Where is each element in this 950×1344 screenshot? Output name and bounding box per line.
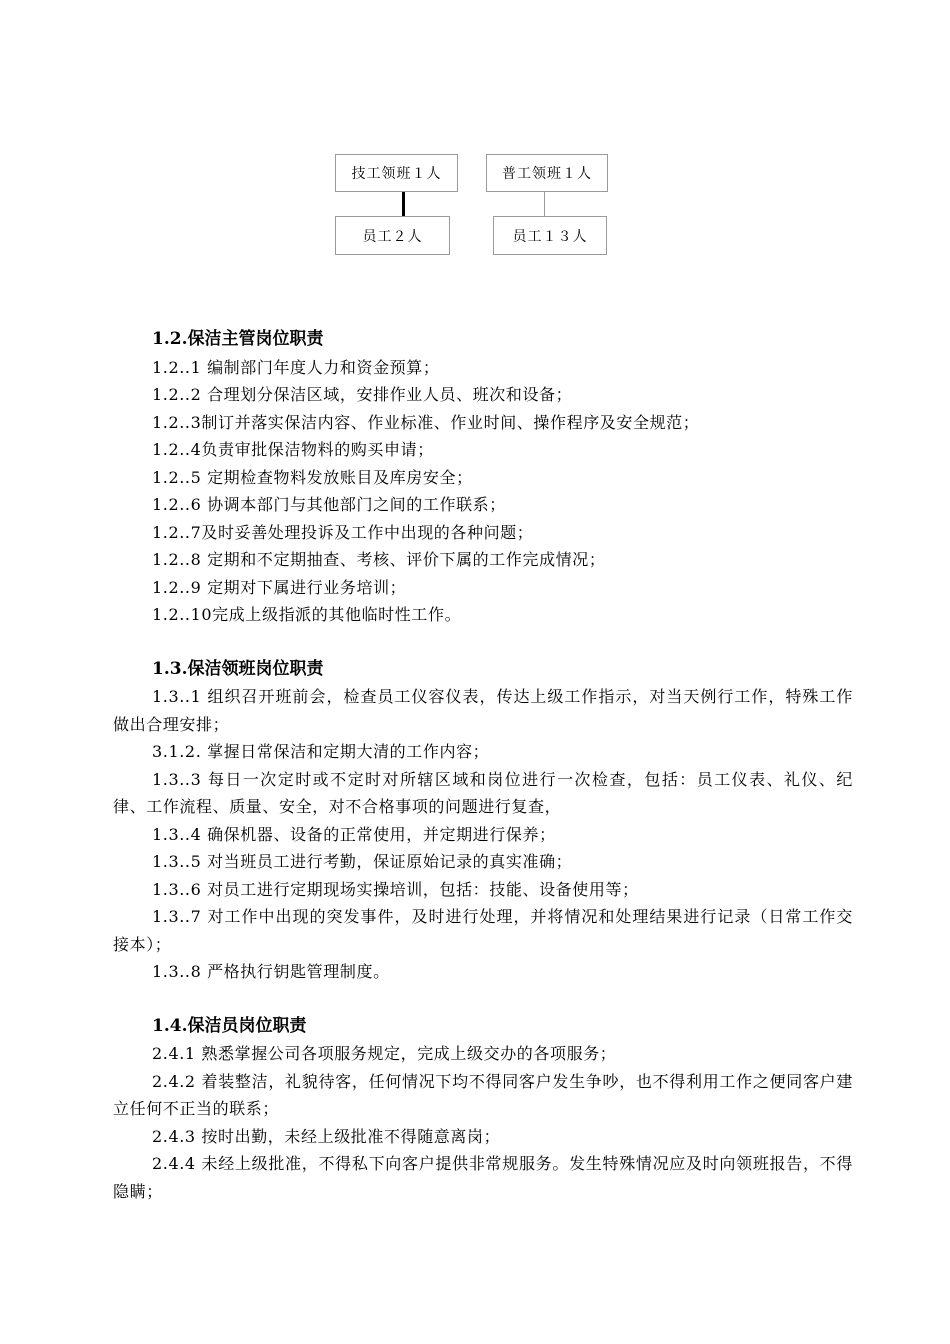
list-item: 1.2..7及时妥善处理投诉及工作中出现的各种问题； — [152, 522, 534, 542]
list-item: 1.2..1 编制部门年度人力和资金预算； — [152, 357, 440, 377]
org-box-general-staff — [493, 216, 607, 255]
org-connector — [402, 192, 405, 216]
section-cleaner — [113, 1013, 853, 1206]
org-box-general-leader — [486, 154, 608, 192]
list-item: 1.3..3 每日一次定时或不定时对所辖区域和岗位进行一次检查，包括：员工仪表、礼仪、纪律、工作流程、质量、安全，对不合格事项的问题进行复查， — [113, 769, 853, 816]
org-box-skilled-leader — [335, 154, 458, 192]
org-box-label: 技工领班１人 — [351, 166, 442, 182]
list-item: 1.3..8 严格执行钥匙管理制度。 — [152, 962, 390, 981]
list-item: 2.4.4 未经上级批准，不得私下向客户提供非常规服务。发生特殊情况应及时向领班报告，不得隐瞒； — [113, 1154, 853, 1201]
org-box-skilled-staff — [335, 216, 450, 255]
org-box-label: 普工领班１人 — [502, 166, 592, 182]
org-connector — [544, 192, 545, 216]
section-team-leader — [113, 656, 853, 986]
section-supervisor — [113, 326, 853, 629]
list-item: 1.2..5 定期检查物料发放账目及库房安全； — [152, 467, 473, 487]
org-box-label: 员工２人 — [362, 228, 423, 245]
list-item: 1.2..6 协调本部门与其他部门之间的工作联系； — [152, 495, 506, 514]
section-title: 1.3.保洁领班岗位职责 — [152, 658, 324, 679]
list-item: 2.4.1 熟悉掌握公司各项服务规定，完成上级交办的各项服务； — [152, 1044, 617, 1063]
section-title: 1.4.保洁员岗位职责 — [152, 1015, 307, 1036]
list-item: 1.3..5 对当班员工进行考勤，保证原始记录的真实准确； — [152, 852, 573, 871]
list-item: 1.3..6 对员工进行定期现场实操培训，包括：技能、设备使用等； — [152, 879, 639, 899]
list-item: 1.3..7 对工作中出现的突发事件，及时进行处理，并将情况和处理结果进行记录（日常工作交接本）； — [113, 907, 853, 954]
section-title: 1.2.保洁主管岗位职责 — [152, 329, 324, 349]
list-item: 1.2..2 合理划分保洁区域，安排作业人员、班次和设备； — [152, 385, 573, 404]
org-box-label: 员工１３人 — [512, 228, 588, 245]
list-item: 1.3..1 组织召开班前会，检查员工仪容仪表，传达上级工作指示，对当天例行工作，特殊工作做出合理安排； — [113, 687, 853, 734]
list-item: 1.2..4负责审批保洁物料的购买申请； — [152, 440, 434, 459]
list-item: 2.4.2 着装整洁，礼貌待客，任何情况下均不得同客户发生争吵，也不得利用工作之便同客户建立任何不正当的联系； — [113, 1071, 853, 1118]
document-body — [113, 326, 853, 1232]
list-item: 1.2..3制订并落实保洁内容、作业标准、作业时间、操作程序及安全规范； — [152, 412, 700, 432]
list-item: 1.2..8 定期和不定期抽查、考核、评价下属的工作完成情况； — [152, 550, 606, 569]
list-item: 1.2..10完成上级指派的其他临时性工作。 — [152, 605, 462, 624]
list-item: 3.1.2. 掌握日常保洁和定期大清的工作内容； — [152, 742, 490, 761]
list-item: 1.2..9 定期对下属进行业务培训； — [152, 577, 407, 597]
list-item: 2.4.3 按时出勤，未经上级批准不得随意离岗； — [152, 1126, 501, 1146]
list-item: 1.3..4 确保机器、设备的正常使用，并定期进行保养； — [152, 824, 556, 844]
